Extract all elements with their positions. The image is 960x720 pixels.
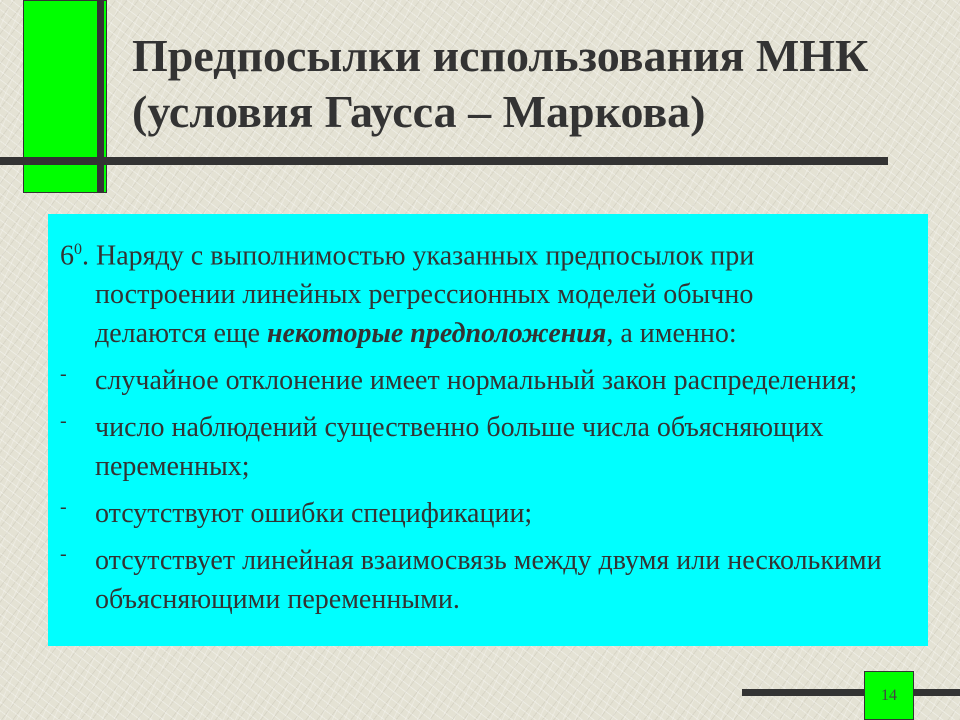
list-item [60,361,908,400]
bullet-text: отсутствует линейная взаимосвязь между двумя или несколькими объясняющими переменными. [95,545,882,616]
bullet-text: число наблюдений существенно больше числа объясняющих переменных; [95,412,824,483]
footer-line [742,689,960,696]
list-item [60,408,908,486]
intro-text-3a: делаются еще [95,318,267,350]
bullet-text: отсутствуют ошибки спецификации; [95,498,533,530]
intro-emphasis: некоторые предположения [266,318,607,350]
intro-paragraph [60,230,908,353]
slide-title [132,28,932,140]
title-underline [0,157,888,165]
intro-text-1: . Наряду с выполнимостью указанных предпосылок при [82,240,755,272]
list-item [60,541,908,619]
bullet-dash-icon: - [60,496,67,519]
page-number: 14 [881,686,897,704]
bullet-text: случайное отклонение имеет нормальный закон распределения; [95,365,858,397]
content-box [48,214,928,646]
intro-line-1 [60,230,908,275]
intro-text-3b: , а именно: [606,318,737,350]
list-item [60,494,908,533]
intro-line-3 [60,314,908,353]
bullet-dash-icon: - [60,363,67,386]
title-line-1: Предпосылки использования МНК [132,30,869,81]
intro-number: 6 [60,240,74,272]
bullet-dash-icon: - [60,410,67,433]
intro-line-2: построении линейных регрессионных моделей обычно [95,279,754,311]
page-number-box [864,671,914,720]
title-line-2: (условия Гаусса – Маркова) [132,86,706,137]
intro-superscript: 0 [74,241,82,258]
bullet-dash-icon: - [60,543,67,566]
